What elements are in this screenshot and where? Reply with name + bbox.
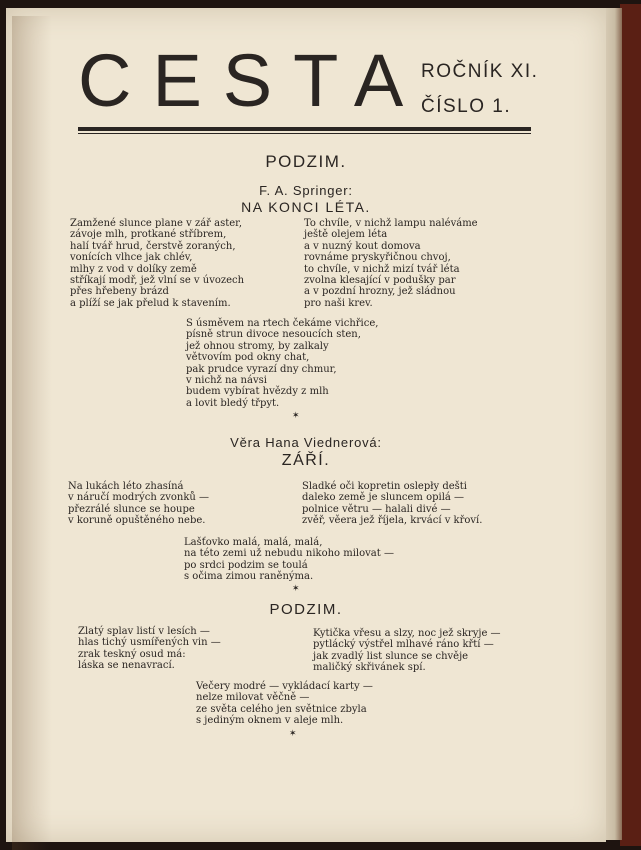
poem-line: maličký skřivánek spí. (313, 662, 426, 674)
poem-line: Na lukách léto zhasíná (68, 481, 184, 492)
poem-line: písně strun divoce nesoucích sten, (186, 329, 361, 341)
poem-line: Kytička vřesu a slzy, noc jež skryje — (313, 628, 501, 639)
poem-line: rovnáme pryskyřičnou chvoj, (304, 252, 451, 264)
poem2-right-stanza (302, 481, 482, 527)
poem-line: pytlácký výstřel mlhavé ráno křtí — (313, 639, 494, 651)
poem1-right-stanza (304, 218, 478, 309)
poem-line: a v nuzný kout domova (304, 240, 421, 252)
poem-line: a lovit bledý třpyt. (186, 397, 280, 409)
poem-line: stříkají modř, jež vlní se v úvozech (70, 275, 245, 287)
poem-line: závoje mlh, protkané stříbrem, (70, 229, 227, 241)
poem-line: vonících vlhce jak chlév, (70, 252, 193, 264)
poem1-center-stanza (186, 318, 378, 409)
asterism-star-icon: ✶ (292, 411, 300, 421)
section-title: PODZIM. (265, 152, 347, 171)
poem-line: v koruně opuštěného nebe. (68, 515, 206, 527)
poem1-left-stanza (70, 218, 244, 309)
poem-line: Sladké oči kopretin oslepły dešti (302, 481, 467, 492)
book-binding-edge (620, 4, 641, 846)
poem-line: ze světa celého jen světnice zbyla (196, 703, 367, 715)
masthead-rule-thick (78, 127, 531, 131)
poem-line: halí tvář hrud, čerstvě zoraných, (70, 240, 236, 252)
poem-line: větvovím pod okny chat, (186, 352, 310, 364)
poem-line: Lašťovko malá, malá, malá, (184, 537, 323, 548)
gutter-shadow (12, 16, 52, 850)
poem-line: daleko země je sluncem opilá — (302, 492, 465, 504)
poem-line: Zamžené slunce plane v zář aster, (70, 218, 243, 229)
page-stack-edge (604, 8, 622, 840)
poem-line: na této zemi už nebudu nikoho milovat — (184, 548, 394, 560)
poem-line: budem vybírat hvězdy z mlh (186, 386, 329, 398)
poem2-center-stanza (184, 537, 394, 583)
poem-line: zrak teskný osud má: (78, 648, 186, 660)
poem-line: hlas tichý usmířených vin — (78, 637, 221, 649)
poem-line: a plíží se jak přelud k stavením. (70, 297, 231, 309)
poem1-title: NA KONCI LÉTA. (241, 199, 371, 215)
poem-line: v náručí modrých zvonků — (68, 492, 210, 504)
volume-label: ROČNÍK XI. (421, 61, 539, 82)
asterism-star-icon: ✶ (289, 729, 297, 739)
poem-line: To chvíle, v nichž lampu naléváme (304, 218, 478, 229)
poem-line: mlhy z vod v dolíky země (70, 263, 197, 275)
poem-line: Zlatý splav listí v lesích — (78, 626, 210, 637)
masthead-title: CESTA (78, 39, 425, 122)
poem-line: zvolna klesající v podušky par (304, 275, 456, 287)
issue-label: ČÍSLO 1. (421, 96, 512, 117)
poem-line: přes hřebeny brázd (70, 286, 169, 298)
asterism-star-icon: ✶ (292, 584, 300, 594)
poem-line: pro naši krev. (304, 297, 373, 309)
poem-line: pak prudce vyrazí dny chmur, (186, 363, 337, 375)
poem-line: zvěř, věera jež říjela, krvácí v křoví. (302, 515, 483, 527)
poem3-right-stanza (313, 628, 501, 674)
poem-line: jak zvadlý list slunce se chvěje (313, 650, 469, 662)
poem-line: Večery modré — vykládací karty — (196, 681, 373, 692)
masthead-rule-thin (78, 133, 531, 134)
poem-line: s jediným oknem v aleje mlh. (196, 715, 344, 727)
poem3-center-stanza (196, 681, 373, 727)
poem-line: v nichž na návsi (186, 375, 267, 387)
poem2-left-stanza (68, 481, 209, 527)
poem-line: nelze milovat věčně — (196, 692, 310, 704)
poem2-title: ZÁŘÍ. (281, 452, 331, 469)
poem-line: to chvíle, v nichž mizí tvář léta (304, 263, 460, 275)
poem-line: S úsměvem na rtech čekáme vichřice, (186, 318, 379, 329)
poem-line: polnice větru — halali divé — (302, 503, 451, 515)
poem-line: s očima zimou raněnýma. (184, 571, 314, 583)
poem-line: přezrálé slunce se houpe (68, 503, 195, 515)
poem3-title: PODZIM. (269, 601, 343, 618)
poem3-left-stanza (78, 626, 221, 672)
poem2-author: Věra Hana Viednerová: (230, 435, 382, 450)
poem-line: a v pozdní hrozny, jež sládnou (304, 286, 456, 298)
poem-line: ještě olejem léta (304, 229, 388, 241)
poem-line: jež ohnou stromy, by zalkaly (186, 340, 329, 352)
poem-line: láska se nenavrací. (78, 660, 175, 672)
poem1-author: F. A. Springer: (259, 183, 353, 198)
magazine-page (6, 8, 606, 842)
poem-line: po srdci podzim se toulá (184, 559, 308, 571)
